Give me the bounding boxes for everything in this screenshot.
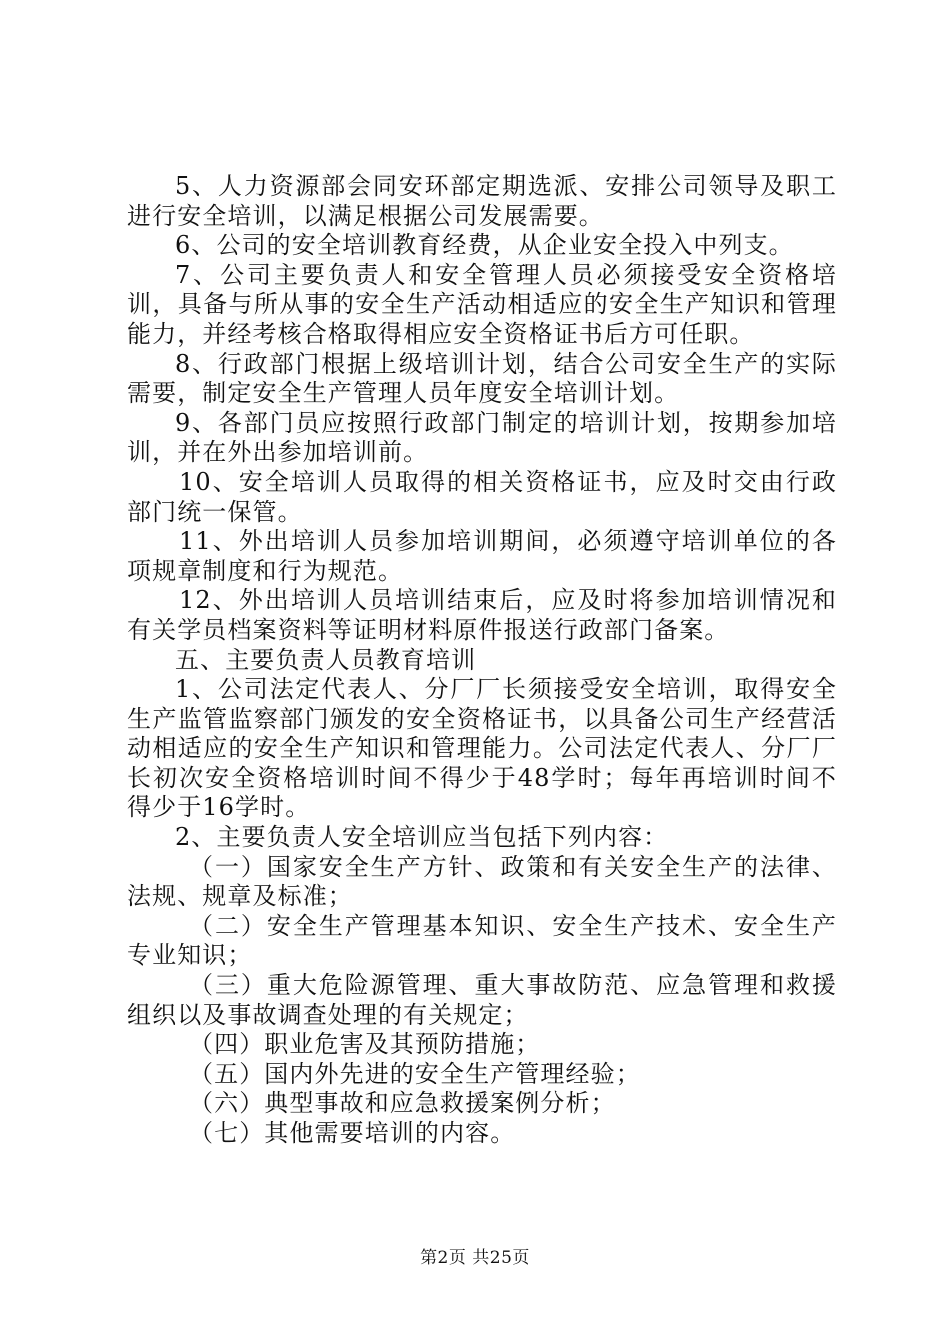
list-item-6: （六）典型事故和应急救援案例分析； xyxy=(189,1089,616,1118)
paragraph-item-9: 9、各部门员应按照行政部门制定的培训计划，按期参加培训，并在外出参加培训前。 xyxy=(127,408,837,467)
document-body xyxy=(127,172,837,1149)
paragraph-item-7: 7、公司主要负责人和安全管理人员必须接受安全资格培训，具备与所从事的安全生产活动相适应的安全生产知识和管理能力，并经考核合格取得相应安全资格证书后方可任职。 xyxy=(127,260,837,348)
list-item-4: （四）职业危害及其预防措施； xyxy=(189,1030,541,1059)
list-item-2: （二）安全生产管理基本知识、安全生产技术、安全生产专业知识； xyxy=(127,911,837,970)
paragraph-sub-1: 1、公司法定代表人、分厂厂长须接受安全培训，取得安全生产监管监察部门颁发的安全资格证书，以具备公司生产经营活动相适应的安全生产知识和管理能力。公司法定代表人、分厂厂长初次安全资格培训时间不得少于48学时；每年再培训时间不得少于16学时。 xyxy=(127,675,837,822)
paragraph-item-11: 11、外出培训人员参加培训期间，必须遵守培训单位的各项规章制度和行为规范。 xyxy=(127,527,837,585)
paragraph-item-10: 10、安全培训人员取得的相关资格证书，应及时交由行政部门统一保管。 xyxy=(127,467,837,526)
list-item-1: （一）国家安全生产方针、政策和有关安全生产的法律、法规、规章及标准； xyxy=(127,852,837,911)
list-item-7: （七）其他需要培训的内容。 xyxy=(189,1119,516,1147)
paragraph-sub-2: 2、主要负责人安全培训应当包括下列内容： xyxy=(175,823,669,852)
page-number-footer: 第2页 共25页 xyxy=(420,1248,530,1268)
paragraph-item-5: 5、人力资源部会同安环部定期选派、安排公司领导及职工进行安全培训，以满足根据公司发展需要。 xyxy=(127,172,837,230)
paragraph-item-6: 6、公司的安全培训教育经费，从企业安全投入中列支。 xyxy=(175,231,794,260)
section-heading: 五、主要负责人员教育培训 xyxy=(175,645,477,674)
paragraph-item-12: 12、外出培训人员培训结束后，应及时将参加培训情况和有关学员档案资料等证明材料原件报送行政部门备案。 xyxy=(127,586,837,644)
list-item-5: （五）国内外先进的安全生产管理经验； xyxy=(189,1059,641,1088)
list-item-3: （三）重大危险源管理、重大事故防范、应急管理和救援组织以及事故调查处理的有关规定； xyxy=(127,971,837,1029)
paragraph-item-8: 8、行政部门根据上级培训计划，结合公司安全生产的实际需要，制定安全生产管理人员年度安全培训计划。 xyxy=(127,349,837,408)
